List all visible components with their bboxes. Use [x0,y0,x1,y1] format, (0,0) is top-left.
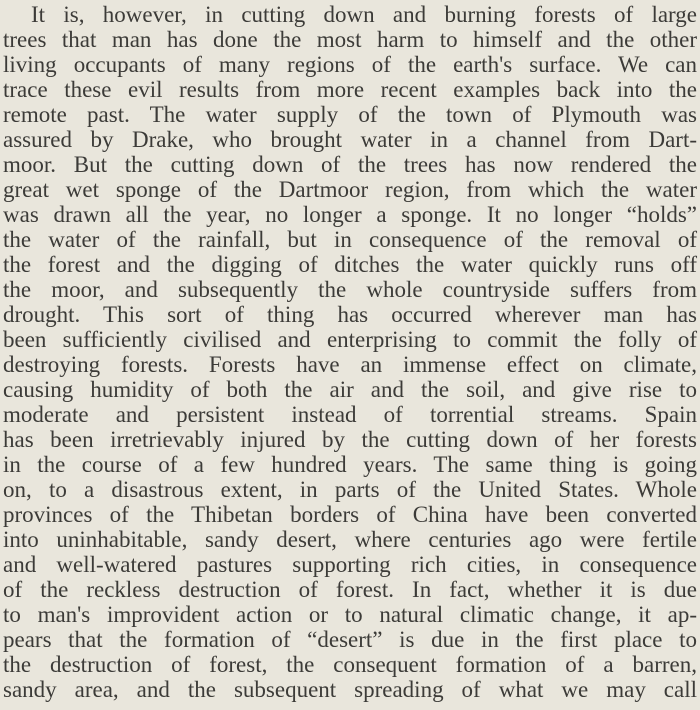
text-line-1: It is, however, in cutting down and burning forests of large [31,2,697,27]
text-line-11: the forest and the digging of ditches the water quickly runs off [3,252,697,277]
text-line-17: moderate and persistent instead of torrential streams. Spain [3,402,697,427]
text-line-9: was drawn all the year, no longer a sponge. It no longer “holds” [3,202,697,227]
text-line-21: provinces of the Thibetan borders of China have been converted [3,502,697,527]
text-line-4: trace these evil results from more recent examples back into the [3,77,697,102]
text-line-27: the destruction of forest, the consequent formation of a barren, [3,652,697,677]
text-line-13: drought. This sort of thing has occurred wherever man has [3,302,697,327]
text-line-25: to man's improvident action or to natural climatic change, it ap- [3,602,697,627]
text-line-10: the water of the rainfall, but in consequence of the removal of [3,227,697,252]
text-line-2: trees that man has done the most harm to himself and the other [3,27,697,52]
text-line-24: of the reckless destruction of forest. In fact, whether it is due [3,577,697,602]
text-line-26: pears that the formation of “desert” is due in the first place to [3,627,697,652]
text-line-6: assured by Drake, who brought water in a channel from Dart- [3,127,697,152]
text-line-28: sandy area, and the subsequent spreading of what we may call [3,677,697,702]
text-line-14: been sufficiently civilised and enterprising to commit the folly of [3,327,697,352]
text-line-23: and well-watered pastures supporting rich cities, in consequence [3,552,697,577]
text-line-18: has been irretrievably injured by the cutting down of her forests [3,427,697,452]
text-line-7: moor. But the cutting down of the trees has now rendered the [3,152,697,177]
text-line-8: great wet sponge of the Dartmoor region, from which the water [3,177,697,202]
text-line-20: on, to a disastrous extent, in parts of the United States. Whole [3,477,697,502]
text-line-12: the moor, and subsequently the whole countryside suffers from [3,277,697,302]
text-line-3: living occupants of many regions of the earth's surface. We can [3,52,697,77]
text-line-5: remote past. The water supply of the town of Plymouth was [3,102,697,127]
text-line-22: into uninhabitable, sandy desert, where centuries ago were fertile [3,527,697,552]
text-line-16: causing humidity of both the air and the soil, and give rise to [3,377,697,402]
text-line-15: destroying forests. Forests have an immense effect on climate, [3,352,697,377]
text-line-19: in the course of a few hundred years. The same thing is going [3,452,697,477]
